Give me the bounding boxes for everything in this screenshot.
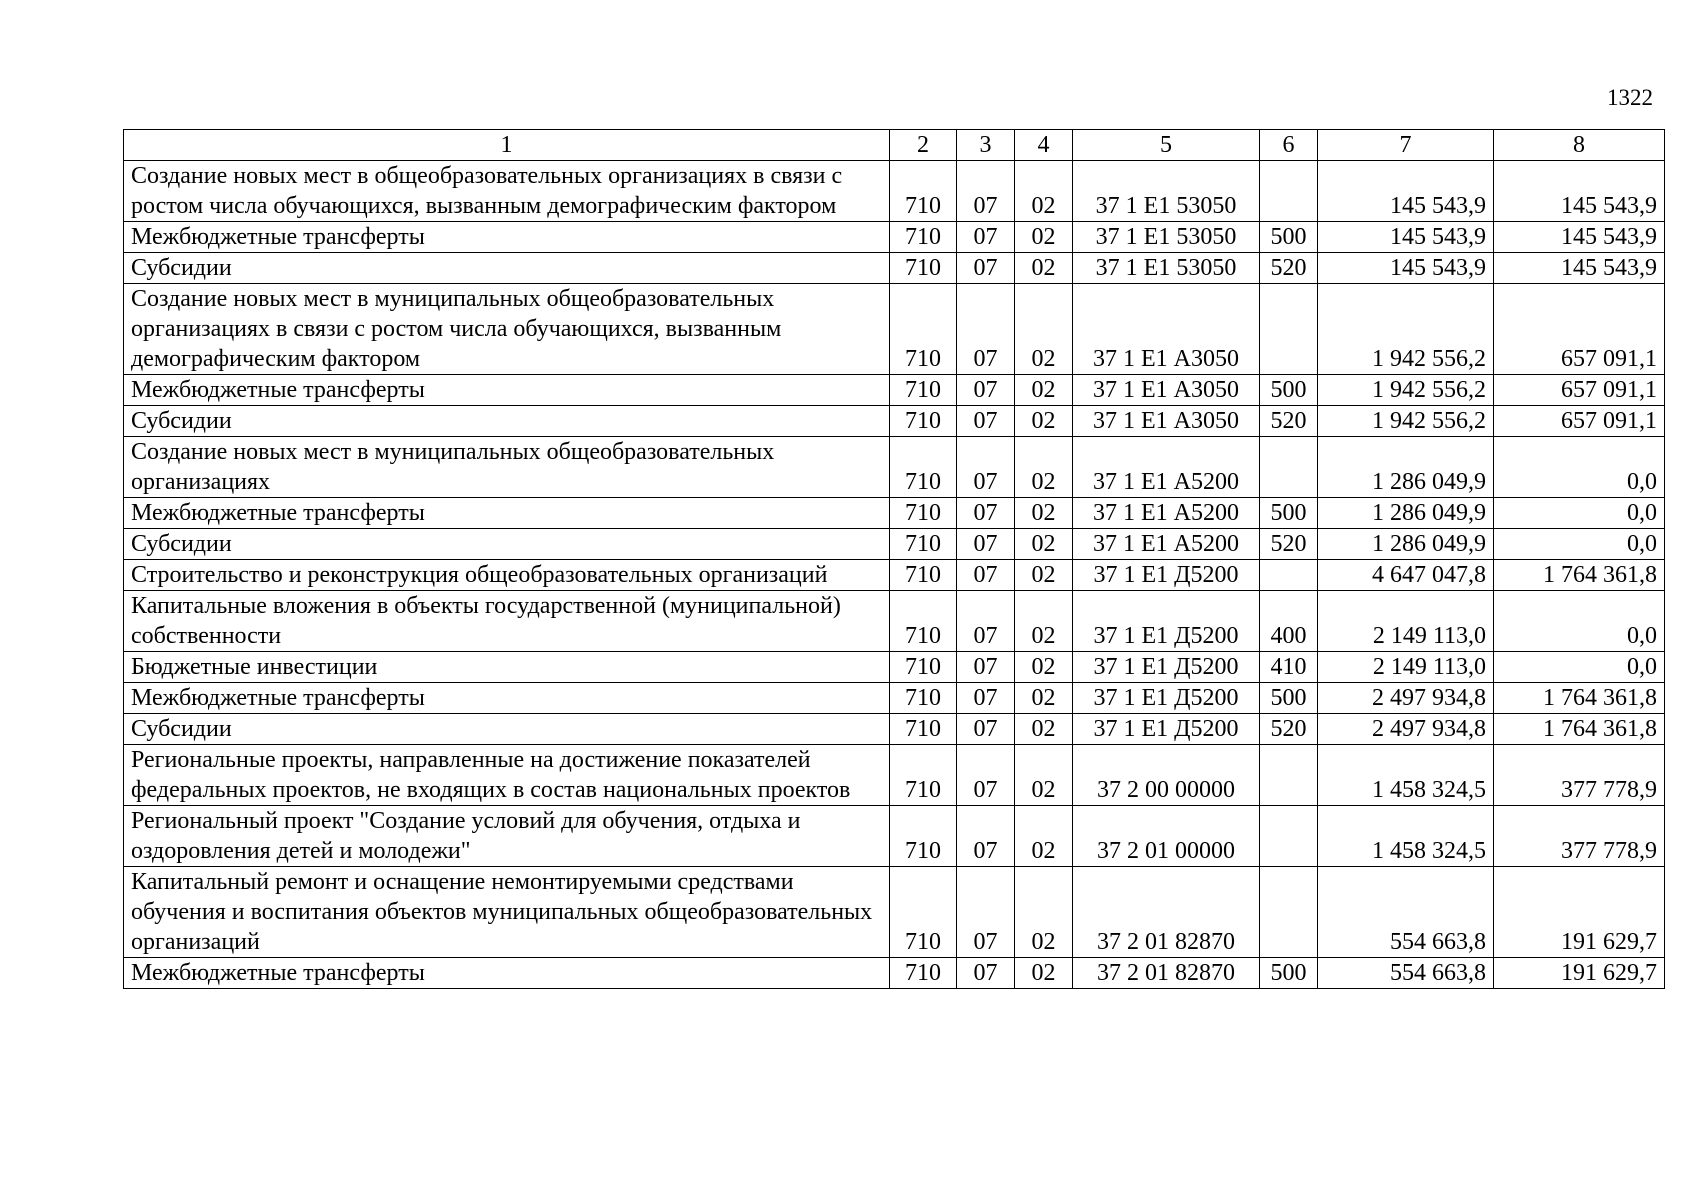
- department-code-cell: 710: [890, 714, 957, 745]
- target-article-cell: 37 1 E1 А3050: [1073, 375, 1260, 406]
- section-code-cell: 07: [957, 714, 1015, 745]
- amount-cell: 145 543,9: [1494, 253, 1665, 284]
- item-name-cell: Субсидии: [124, 406, 890, 437]
- amount-cell: 2 149 113,0: [1318, 591, 1494, 652]
- subsection-code-cell: 02: [1015, 683, 1073, 714]
- amount-cell: 145 543,9: [1318, 253, 1494, 284]
- table-row: [124, 161, 1665, 222]
- expense-type-cell: 410: [1260, 652, 1318, 683]
- item-name-cell: Капитальный ремонт и оснащение немонтируемыми средствами обучения и воспитания объектов муниципальных общеобразовательных организаций: [124, 867, 890, 958]
- item-name-cell: Создание новых мест в муниципальных общеобразовательных организациях в связи с ростом числа обучающихся, вызванным демографическим фактором: [124, 284, 890, 375]
- column-number: 7: [1318, 130, 1494, 161]
- department-code-cell: 710: [890, 529, 957, 560]
- target-article-cell: 37 1 E1 А5200: [1073, 498, 1260, 529]
- subsection-code-cell: 02: [1015, 560, 1073, 591]
- item-name-cell: Капитальные вложения в объекты государственной (муниципальной) собственности: [124, 591, 890, 652]
- amount-cell: 1 764 361,8: [1494, 683, 1665, 714]
- subsection-code-cell: 02: [1015, 591, 1073, 652]
- table-row: [124, 253, 1665, 284]
- target-article-cell: 37 1 E1 53050: [1073, 222, 1260, 253]
- section-code-cell: 07: [957, 529, 1015, 560]
- target-article-cell: 37 2 01 82870: [1073, 867, 1260, 958]
- amount-cell: 1 764 361,8: [1494, 714, 1665, 745]
- expense-type-cell: 520: [1260, 714, 1318, 745]
- item-name-cell: Межбюджетные трансферты: [124, 683, 890, 714]
- subsection-code-cell: 02: [1015, 714, 1073, 745]
- table-row: [124, 958, 1665, 989]
- amount-cell: 1 458 324,5: [1318, 806, 1494, 867]
- department-code-cell: 710: [890, 683, 957, 714]
- subsection-code-cell: 02: [1015, 253, 1073, 284]
- subsection-code-cell: 02: [1015, 222, 1073, 253]
- section-code-cell: 07: [957, 498, 1015, 529]
- department-code-cell: 710: [890, 284, 957, 375]
- amount-cell: 2 149 113,0: [1318, 652, 1494, 683]
- amount-cell: 1 458 324,5: [1318, 745, 1494, 806]
- subsection-code-cell: 02: [1015, 437, 1073, 498]
- table-row: [124, 683, 1665, 714]
- target-article-cell: 37 1 E1 А5200: [1073, 437, 1260, 498]
- page-number: 1322: [1607, 85, 1653, 110]
- amount-cell: 0,0: [1494, 498, 1665, 529]
- section-code-cell: 07: [957, 437, 1015, 498]
- expense-type-cell: 400: [1260, 591, 1318, 652]
- target-article-cell: 37 1 E1 А5200: [1073, 529, 1260, 560]
- item-name-cell: Субсидии: [124, 253, 890, 284]
- table-row: [124, 529, 1665, 560]
- expense-type-cell: [1260, 284, 1318, 375]
- amount-cell: 191 629,7: [1494, 867, 1665, 958]
- table-row: [124, 652, 1665, 683]
- amount-cell: 0,0: [1494, 529, 1665, 560]
- expense-type-cell: [1260, 161, 1318, 222]
- item-name-cell: Межбюджетные трансферты: [124, 958, 890, 989]
- budget-table: [123, 129, 1665, 989]
- table-row: [124, 375, 1665, 406]
- target-article-cell: 37 2 00 00000: [1073, 745, 1260, 806]
- section-code-cell: 07: [957, 652, 1015, 683]
- section-code-cell: 07: [957, 591, 1015, 652]
- department-code-cell: 710: [890, 591, 957, 652]
- amount-cell: 0,0: [1494, 437, 1665, 498]
- expense-type-cell: [1260, 867, 1318, 958]
- expense-type-cell: 500: [1260, 375, 1318, 406]
- column-number: 1: [124, 130, 890, 161]
- item-name-cell: Межбюджетные трансферты: [124, 375, 890, 406]
- subsection-code-cell: 02: [1015, 161, 1073, 222]
- item-name-cell: Субсидии: [124, 529, 890, 560]
- department-code-cell: 710: [890, 806, 957, 867]
- item-name-cell: Межбюджетные трансферты: [124, 498, 890, 529]
- target-article-cell: 37 1 E1 Д5200: [1073, 683, 1260, 714]
- expense-type-cell: 520: [1260, 406, 1318, 437]
- section-code-cell: 07: [957, 222, 1015, 253]
- target-article-cell: 37 1 E1 53050: [1073, 161, 1260, 222]
- table-row: [124, 560, 1665, 591]
- amount-cell: 1 942 556,2: [1318, 406, 1494, 437]
- item-name-cell: Бюджетные инвестиции: [124, 652, 890, 683]
- department-code-cell: 710: [890, 406, 957, 437]
- expense-type-cell: 500: [1260, 222, 1318, 253]
- subsection-code-cell: 02: [1015, 958, 1073, 989]
- expense-type-cell: 500: [1260, 498, 1318, 529]
- column-number: 8: [1494, 130, 1665, 161]
- amount-cell: 554 663,8: [1318, 958, 1494, 989]
- target-article-cell: 37 2 01 82870: [1073, 958, 1260, 989]
- section-code-cell: 07: [957, 253, 1015, 284]
- section-code-cell: 07: [957, 867, 1015, 958]
- section-code-cell: 07: [957, 161, 1015, 222]
- amount-cell: 145 543,9: [1494, 222, 1665, 253]
- expense-type-cell: 500: [1260, 958, 1318, 989]
- item-name-cell: Строительство и реконструкция общеобразовательных организаций: [124, 560, 890, 591]
- expense-type-cell: [1260, 437, 1318, 498]
- target-article-cell: 37 1 E1 Д5200: [1073, 591, 1260, 652]
- table-row: [124, 714, 1665, 745]
- section-code-cell: 07: [957, 806, 1015, 867]
- department-code-cell: 710: [890, 253, 957, 284]
- subsection-code-cell: 02: [1015, 284, 1073, 375]
- department-code-cell: 710: [890, 958, 957, 989]
- subsection-code-cell: 02: [1015, 529, 1073, 560]
- item-name-cell: Региональный проект "Создание условий для обучения, отдыха и оздоровления детей и молодежи": [124, 806, 890, 867]
- subsection-code-cell: 02: [1015, 867, 1073, 958]
- department-code-cell: 710: [890, 652, 957, 683]
- amount-cell: 191 629,7: [1494, 958, 1665, 989]
- amount-cell: 0,0: [1494, 652, 1665, 683]
- department-code-cell: 710: [890, 560, 957, 591]
- amount-cell: 1 286 049,9: [1318, 498, 1494, 529]
- table-row: [124, 498, 1665, 529]
- expense-type-cell: 520: [1260, 253, 1318, 284]
- target-article-cell: 37 1 E1 Д5200: [1073, 652, 1260, 683]
- table-row: [124, 591, 1665, 652]
- column-number: 5: [1073, 130, 1260, 161]
- expense-type-cell: [1260, 745, 1318, 806]
- target-article-cell: 37 1 E1 Д5200: [1073, 714, 1260, 745]
- table-row: [124, 437, 1665, 498]
- item-name-cell: Создание новых мест в муниципальных общеобразовательных организациях: [124, 437, 890, 498]
- department-code-cell: 710: [890, 437, 957, 498]
- column-number: 3: [957, 130, 1015, 161]
- item-name-cell: Субсидии: [124, 714, 890, 745]
- item-name-cell: Региональные проекты, направленные на достижение показателей федеральных проектов, не входящих в состав национальных проектов: [124, 745, 890, 806]
- column-number: 6: [1260, 130, 1318, 161]
- expense-type-cell: [1260, 560, 1318, 591]
- table-row: [124, 806, 1665, 867]
- subsection-code-cell: 02: [1015, 375, 1073, 406]
- department-code-cell: 710: [890, 161, 957, 222]
- amount-cell: 2 497 934,8: [1318, 714, 1494, 745]
- target-article-cell: 37 1 E1 Д5200: [1073, 560, 1260, 591]
- table-row: [124, 406, 1665, 437]
- subsection-code-cell: 02: [1015, 498, 1073, 529]
- item-name-cell: Межбюджетные трансферты: [124, 222, 890, 253]
- subsection-code-cell: 02: [1015, 745, 1073, 806]
- target-article-cell: 37 1 E1 А3050: [1073, 406, 1260, 437]
- amount-cell: 1 942 556,2: [1318, 375, 1494, 406]
- column-number-row: [124, 130, 1665, 161]
- section-code-cell: 07: [957, 406, 1015, 437]
- column-number: 4: [1015, 130, 1073, 161]
- amount-cell: 554 663,8: [1318, 867, 1494, 958]
- department-code-cell: 710: [890, 498, 957, 529]
- table-body: [124, 130, 1665, 989]
- column-number: 2: [890, 130, 957, 161]
- target-article-cell: 37 1 E1 53050: [1073, 253, 1260, 284]
- target-article-cell: 37 2 01 00000: [1073, 806, 1260, 867]
- expense-type-cell: 520: [1260, 529, 1318, 560]
- amount-cell: 1 286 049,9: [1318, 437, 1494, 498]
- department-code-cell: 710: [890, 867, 957, 958]
- subsection-code-cell: 02: [1015, 806, 1073, 867]
- section-code-cell: 07: [957, 958, 1015, 989]
- amount-cell: 377 778,9: [1494, 806, 1665, 867]
- section-code-cell: 07: [957, 375, 1015, 406]
- expense-type-cell: [1260, 806, 1318, 867]
- department-code-cell: 710: [890, 375, 957, 406]
- table-row: [124, 867, 1665, 958]
- target-article-cell: 37 1 E1 А3050: [1073, 284, 1260, 375]
- section-code-cell: 07: [957, 745, 1015, 806]
- amount-cell: 145 543,9: [1494, 161, 1665, 222]
- amount-cell: 1 942 556,2: [1318, 284, 1494, 375]
- amount-cell: 2 497 934,8: [1318, 683, 1494, 714]
- section-code-cell: 07: [957, 683, 1015, 714]
- amount-cell: 657 091,1: [1494, 375, 1665, 406]
- amount-cell: 145 543,9: [1318, 222, 1494, 253]
- amount-cell: 657 091,1: [1494, 284, 1665, 375]
- table-row: [124, 745, 1665, 806]
- section-code-cell: 07: [957, 284, 1015, 375]
- amount-cell: 0,0: [1494, 591, 1665, 652]
- amount-cell: 1 764 361,8: [1494, 560, 1665, 591]
- amount-cell: 657 091,1: [1494, 406, 1665, 437]
- item-name-cell: Создание новых мест в общеобразовательных организациях в связи с ростом числа обучающихся, вызванным демографическим фактором: [124, 161, 890, 222]
- amount-cell: 4 647 047,8: [1318, 560, 1494, 591]
- table-row: [124, 222, 1665, 253]
- department-code-cell: 710: [890, 222, 957, 253]
- table-row: [124, 284, 1665, 375]
- amount-cell: 1 286 049,9: [1318, 529, 1494, 560]
- expense-type-cell: 500: [1260, 683, 1318, 714]
- amount-cell: 377 778,9: [1494, 745, 1665, 806]
- department-code-cell: 710: [890, 745, 957, 806]
- subsection-code-cell: 02: [1015, 652, 1073, 683]
- amount-cell: 145 543,9: [1318, 161, 1494, 222]
- section-code-cell: 07: [957, 560, 1015, 591]
- subsection-code-cell: 02: [1015, 406, 1073, 437]
